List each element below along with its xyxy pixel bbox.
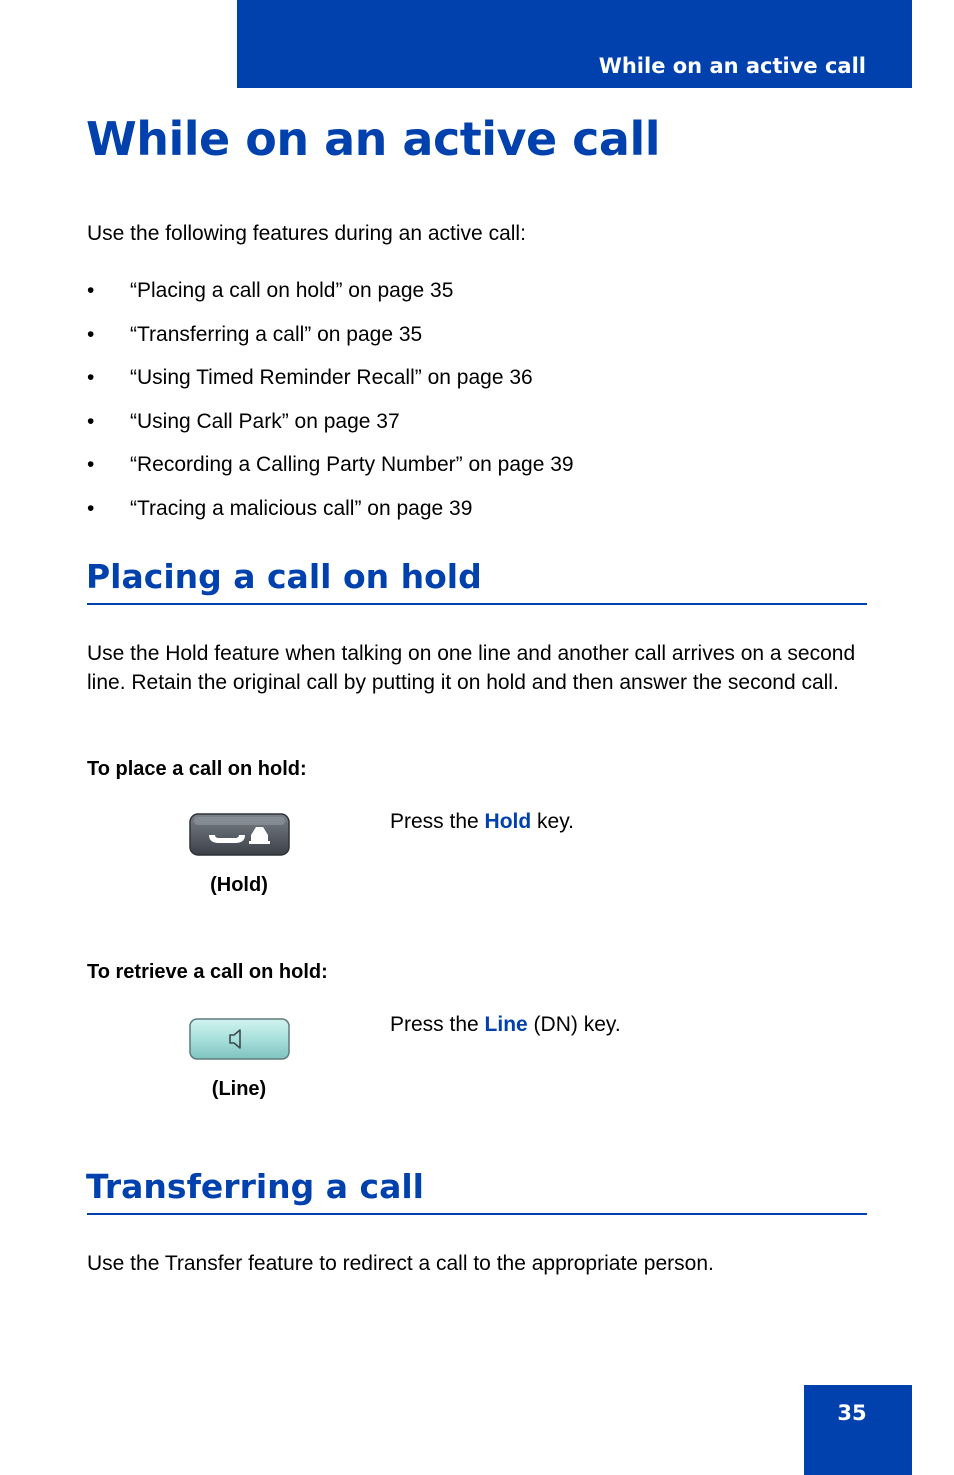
page-number: 35 [837,1401,867,1425]
feature-list [87,279,574,540]
line-keyword: Line [484,1013,528,1036]
running-title: While on an active call [598,54,866,78]
list-item-text: “Tracing a malicious call” on page 39 [130,496,473,520]
line-key-caption: (Line) [211,1078,267,1100]
section-rule [87,603,867,605]
hold-key-caption: (Hold) [210,874,268,896]
header-bar [237,0,912,88]
list-item-text: “Using Timed Reminder Recall” on page 36 [130,366,533,389]
instruction-prefix: Press the [390,810,485,833]
instruction-suffix: (DN) key. [527,1013,621,1036]
page-number-box [804,1385,912,1475]
section-title-transfer: Transferring a call [86,1167,424,1206]
bullet-glyph: • [87,453,95,476]
place-hold-heading: To place a call on hold: [87,758,307,780]
bullet-glyph: • [87,496,95,520]
retrieve-hold-heading: To retrieve a call on hold: [87,961,328,983]
instruction-prefix: Press the [390,1013,485,1036]
transfer-description: Use the Transfer feature to redirect a call to the appropriate person. [87,1252,714,1275]
instruction-suffix: key. [531,810,574,833]
hold-instruction [390,810,574,834]
intro-text: Use the following features during an active call: [87,222,526,245]
bullet-glyph: • [87,366,95,389]
hold-description: Use the Hold feature when talking on one line and another call arrives on a second line. Retain the original call by putting it on hold and then answer the second call. [87,642,856,694]
list-item-text: “Using Call Park” on page 37 [130,409,400,433]
list-item[interactable] [87,410,574,454]
bullet-glyph: • [87,322,95,346]
page-title: While on an active call [86,112,661,166]
bullet-glyph: • [87,409,95,433]
section-rule [87,1213,867,1215]
line-instruction [390,1013,621,1037]
bullet-glyph: • [87,279,95,302]
hold-key-icon [189,813,290,856]
list-item[interactable] [87,366,574,410]
list-item[interactable] [87,453,574,497]
line-key-speaker-icon [189,1018,290,1060]
list-item[interactable] [87,497,574,541]
list-item-text: “Placing a call on hold” on page 35 [130,279,454,302]
list-item-text: “Transferring a call” on page 35 [130,322,423,346]
list-item-text: “Recording a Calling Party Number” on page 39 [130,453,574,476]
list-item[interactable] [87,323,574,367]
hold-keyword: Hold [484,810,532,833]
section-title-hold: Placing a call on hold [86,557,482,596]
list-item[interactable] [87,279,574,323]
